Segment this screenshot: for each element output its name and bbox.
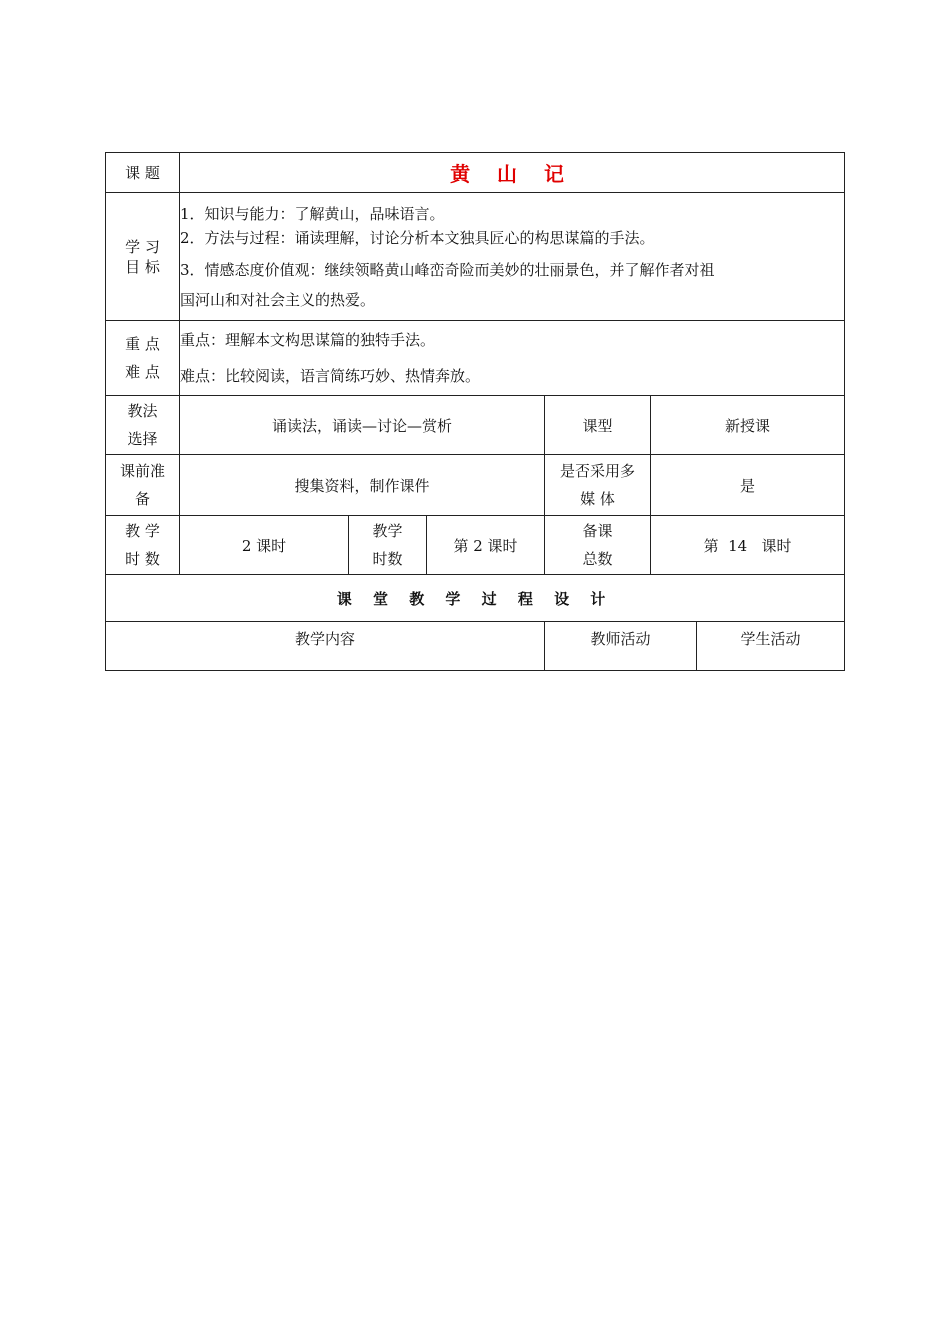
objectives-cell — [180, 193, 845, 321]
total-label: 备课 总数 — [545, 516, 651, 575]
difficult-point: 难点：比较阅读，语言简练巧妙、热情奔放。 — [180, 367, 481, 385]
banner-row — [106, 575, 845, 622]
total-value: 第 14 课时 — [651, 516, 845, 575]
objective-2: 2．方法与过程：诵读理解，讨论分析本文独具匠心的构思谋篇的手法。 — [180, 228, 655, 247]
prep-row — [106, 455, 845, 516]
process-banner: 课 堂 教 学 过 程 设 计 — [106, 575, 845, 622]
prep-label: 课前准 备 — [106, 455, 180, 516]
type-label: 课型 — [545, 396, 651, 455]
hours-value-2: 第 2 课时 — [427, 516, 545, 575]
method-row — [106, 396, 845, 455]
method-label: 教法 选择 — [106, 396, 180, 455]
hours-label-2: 教学 时数 — [349, 516, 427, 575]
method-value: 诵读法，诵读—讨论—赏析 — [180, 396, 545, 455]
course-label: 课 题 — [106, 153, 180, 193]
title-row — [106, 153, 845, 193]
lesson-title: 黄 山 记 — [180, 153, 845, 193]
key-point: 重点：理解本文构思谋篇的独特手法。 — [180, 331, 436, 349]
col-content: 教学内容 — [106, 622, 545, 671]
keypoints-row — [106, 321, 845, 396]
process-header-row — [106, 622, 845, 671]
lesson-plan-table — [105, 152, 845, 671]
hours-label: 教 学 时 数 — [106, 516, 180, 575]
hours-value: 2 课时 — [180, 516, 349, 575]
hours-row — [106, 516, 845, 575]
keypoints-label: 重 点 难 点 — [106, 321, 180, 396]
col-teacher: 教师活动 — [545, 622, 697, 671]
multimedia-label: 是否采用多 媒 体 — [545, 455, 651, 516]
col-student: 学生活动 — [697, 622, 845, 671]
keypoints-cell — [180, 321, 845, 396]
prep-value: 搜集资料，制作课件 — [180, 455, 545, 516]
objective-1: 1．知识与能力：了解黄山，品味语言。 — [180, 204, 445, 223]
objective-3-continued: 国河山和对社会主义的热爱。 — [180, 290, 376, 309]
type-value: 新授课 — [651, 396, 845, 455]
objective-3: 3．情感态度价值观：继续领略黄山峰峦奇险而美妙的壮丽景色，并了解作者对祖 — [180, 260, 715, 279]
objectives-row — [106, 193, 845, 321]
multimedia-value: 是 — [651, 455, 845, 516]
objectives-label: 学 习 目 标 — [106, 193, 180, 321]
